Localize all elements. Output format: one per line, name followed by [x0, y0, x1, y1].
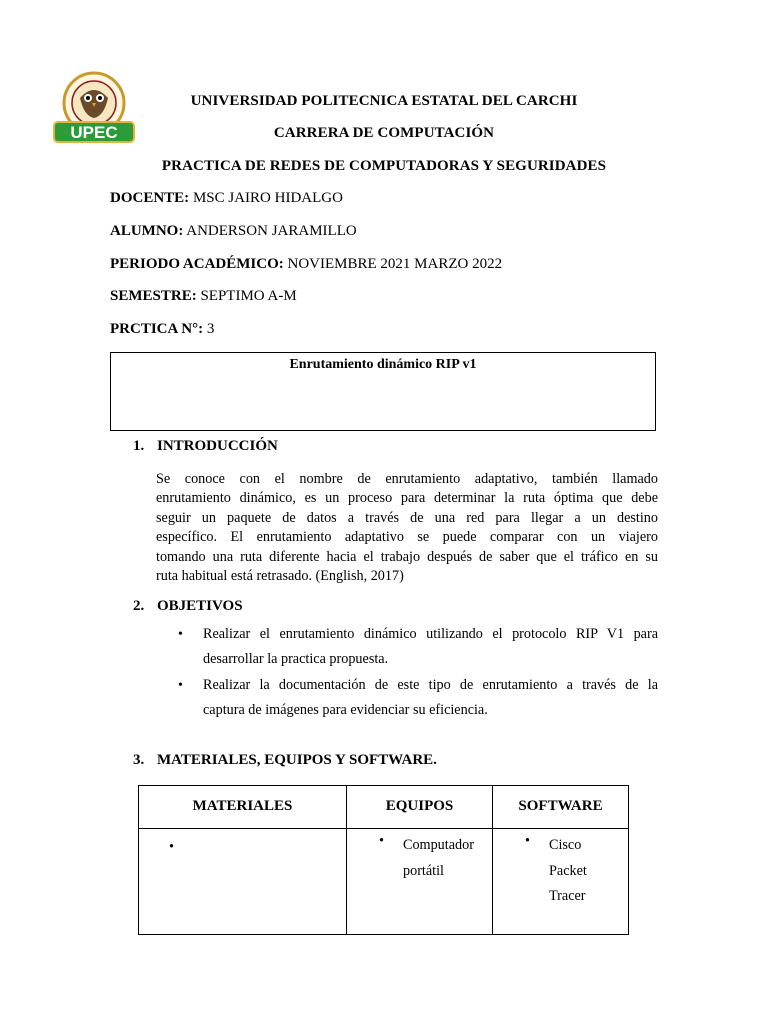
- objective-line: Realizar la documentación de este tipo de enrutamiento a través de la: [203, 677, 658, 693]
- paragraph-line: tomando una ruta diferente hacia el trabajo después de saber que el tráfico en su: [156, 548, 658, 565]
- field-label: PERIODO ACADÉMICO:: [110, 256, 284, 272]
- university-name: UNIVERSIDAD POLITECNICA ESTATAL DEL CARCHI: [190, 93, 578, 109]
- objective-item: [178, 673, 658, 723]
- materiales-cell: [139, 829, 347, 935]
- bullet-icon: •: [525, 833, 530, 849]
- field-label: ALUMNO:: [110, 223, 184, 239]
- objective-line: captura de imágenes para evidenciar su eficiencia.: [203, 702, 488, 718]
- bullet-icon: •: [169, 839, 174, 855]
- column-header: MATERIALES: [139, 786, 347, 829]
- practice-title: PRACTICA DE REDES DE COMPUTADORAS Y SEGURIDADES: [161, 158, 607, 174]
- field-docente: [110, 190, 343, 207]
- section-title: MATERIALES, EQUIPOS Y SOFTWARE.: [157, 752, 437, 768]
- field-value: SEPTIMO A-M: [200, 288, 297, 304]
- objective-item: [178, 622, 658, 672]
- software-line: Packet: [549, 862, 587, 879]
- software-line: Tracer: [549, 888, 586, 904]
- objective-line: Realizar el enrutamiento dinámico utilizando el protocolo RIP V1 para: [203, 626, 658, 642]
- section-number: 3.: [133, 752, 145, 768]
- bullet-icon: •: [379, 833, 384, 849]
- section-title: INTRODUCCIÓN: [157, 438, 278, 454]
- software-cell: [493, 829, 629, 935]
- section-heading-materials: [133, 752, 437, 769]
- materials-table: [138, 785, 629, 935]
- field-value: MSC JAIRO HIDALGO: [192, 190, 343, 206]
- equipos-line: portátil: [403, 862, 444, 879]
- topic-box: [110, 352, 656, 431]
- section-number: 2.: [133, 598, 145, 614]
- software-line: Cisco: [549, 837, 582, 853]
- field-value: NOVIEMBRE 2021 MARZO 2022: [287, 256, 503, 272]
- logo-label: UPEC: [70, 123, 118, 142]
- field-value: ANDERSON JARAMILLO: [186, 223, 357, 239]
- field-label: DOCENTE:: [110, 190, 190, 206]
- field-label: SEMESTRE:: [110, 288, 197, 304]
- field-semestre: [110, 288, 297, 305]
- section-heading-intro: [133, 438, 278, 455]
- field-periodo: [110, 256, 502, 273]
- paragraph-line: específico. El enrutamiento adaptativo se puede comparar con un viajero: [156, 529, 658, 546]
- section-number: 1.: [133, 438, 145, 454]
- field-alumno: [110, 223, 357, 240]
- field-practica: [110, 321, 214, 338]
- paragraph-line: enrutamiento dinámico, es un proceso para determinar la ruta óptima que debe: [156, 490, 658, 507]
- career-name: CARRERA DE COMPUTACIÓN: [273, 125, 495, 141]
- section-heading-objectives: [133, 598, 243, 615]
- equipos-cell: [347, 829, 493, 935]
- section-title: OBJETIVOS: [157, 598, 243, 614]
- objective-line: desarrollar la practica propuesta.: [203, 651, 389, 667]
- paragraph-line: seguir un paquete de datos a través de una red para llegar a un destino: [156, 509, 658, 526]
- field-label: PRCTICA N°:: [110, 321, 204, 337]
- bullet-icon: •: [178, 678, 183, 693]
- field-value: 3: [206, 321, 215, 337]
- paragraph-line: ruta habitual está retrasado. (English, 2017): [156, 567, 404, 584]
- equipos-line: Computador: [403, 837, 474, 853]
- column-header: EQUIPOS: [347, 786, 493, 829]
- paragraph-line: Se conoce con el nombre de enrutamiento adaptativo, también llamado: [156, 471, 658, 487]
- topic-title: Enrutamiento dinámico RIP v1: [289, 357, 477, 372]
- table-row: [139, 829, 629, 935]
- bullet-icon: •: [178, 627, 183, 642]
- column-header: SOFTWARE: [493, 786, 629, 829]
- table-header-row: [139, 786, 629, 829]
- intro-paragraph: [156, 470, 658, 586]
